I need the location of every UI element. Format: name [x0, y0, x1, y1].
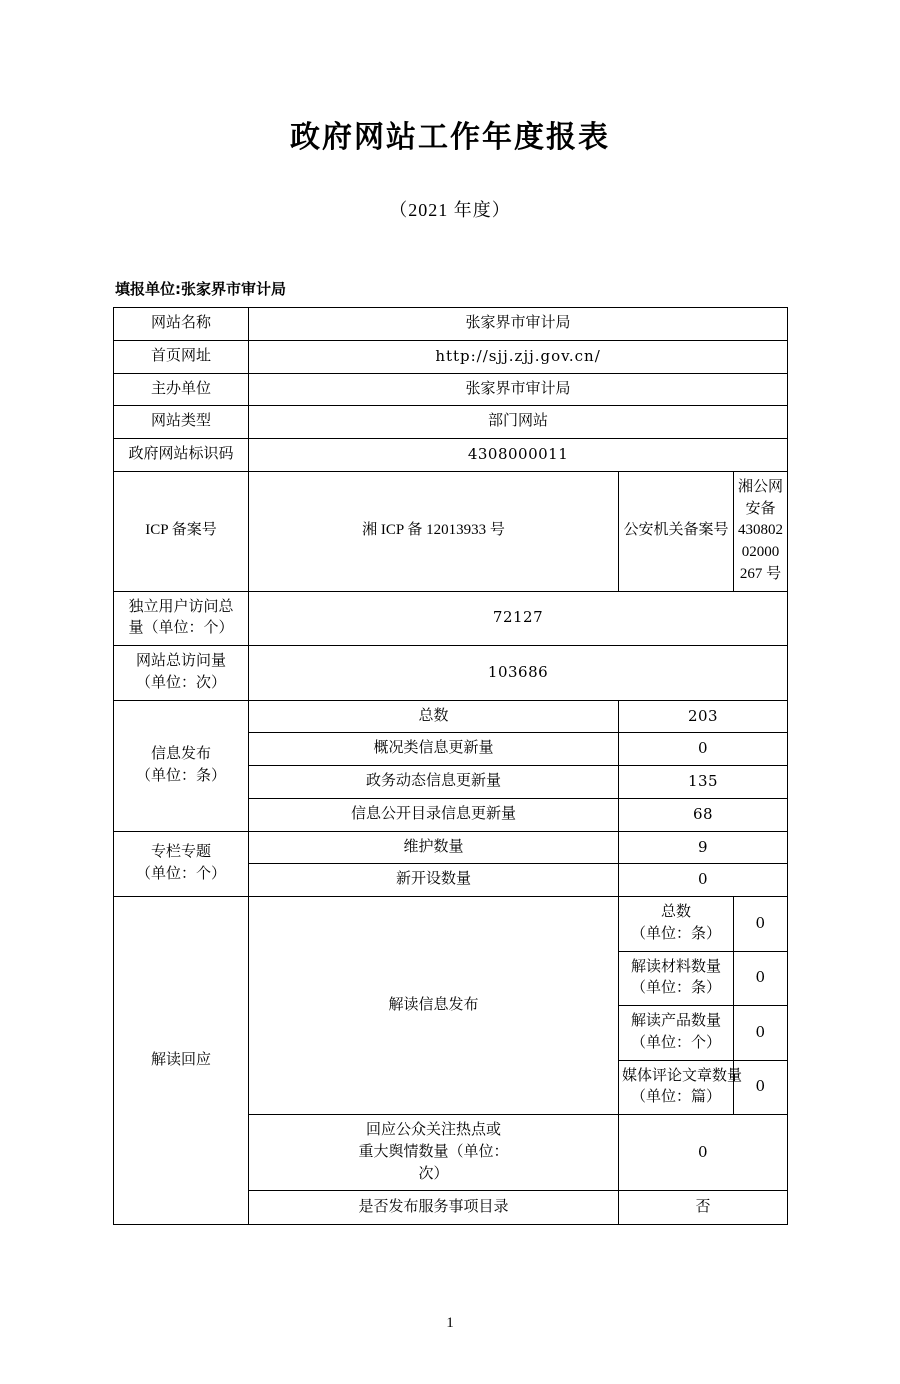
- info-publish-label: [114, 700, 249, 831]
- table-row: [114, 471, 788, 591]
- site-type-value: 部门网站: [249, 406, 788, 439]
- sponsor-label: 主办单位: [114, 373, 249, 406]
- table-row: [114, 373, 788, 406]
- info-publish-label-line2: （单位：条）: [135, 767, 226, 784]
- site-code-label: 政府网站标识码: [114, 439, 249, 472]
- info-dynamic-label: 政务动态信息更新量: [249, 766, 619, 799]
- total-visits-label-line1: 网站总访问量: [135, 653, 226, 669]
- document-page: [0, 112, 900, 1384]
- interpret-product-label-line1: 解读产品数量: [630, 1013, 721, 1029]
- interpret-material-label-line2: （单位：条）: [630, 980, 721, 997]
- public-response-label-line2: 重大舆情数量（单位：: [358, 1143, 509, 1160]
- icp-label: ICP 备案号: [114, 471, 249, 591]
- media-comment-label: [619, 1060, 743, 1115]
- icp-value: 湘 ICP 备 12013933 号: [249, 471, 619, 591]
- public-response-value: 0: [619, 1115, 788, 1191]
- site-name-label: 网站名称: [114, 308, 249, 341]
- police-record-value: [734, 471, 788, 591]
- interpret-publish-label: 解读信息发布: [249, 897, 619, 1115]
- site-name-value: 张家界市审计局: [249, 308, 788, 341]
- police-record-label: 公安机关备案号: [619, 471, 734, 591]
- table-row: [114, 591, 788, 646]
- police-record-value-line3: 267 号: [739, 565, 782, 582]
- page-title: 政府网站工作年度报表: [290, 120, 610, 155]
- homepage-label: 首页网址: [114, 340, 249, 373]
- interpret-product-label-line2: （单位：个）: [630, 1034, 721, 1051]
- info-total-label: 总数: [249, 700, 619, 733]
- column-topic-label-line1: 专栏专题: [150, 844, 211, 860]
- table-row: [114, 406, 788, 439]
- interpret-total-value: 0: [734, 897, 788, 952]
- interpret-material-label-line1: 解读材料数量: [630, 958, 721, 975]
- interpret-product-value: 0: [734, 1006, 788, 1061]
- info-catalog-label: 信息公开目录信息更新量: [249, 798, 619, 831]
- public-response-label: [249, 1115, 619, 1191]
- column-maintain-value: 9: [619, 831, 788, 864]
- site-type-label: 网站类型: [114, 406, 249, 439]
- media-comment-label-line2: （单位：篇）: [630, 1089, 721, 1106]
- site-code-value: 4308000011: [249, 439, 788, 472]
- info-dynamic-value: 135: [619, 766, 788, 799]
- table-row: [114, 340, 788, 373]
- sponsor-value: 张家界市审计局: [249, 373, 788, 406]
- unique-visitors-label-line2: 量（单位：个）: [128, 620, 234, 637]
- total-visits-label-line2: （单位：次）: [135, 674, 226, 691]
- interpret-material-label: [619, 951, 734, 1006]
- interpret-total-label-line2: （单位：条）: [630, 925, 721, 942]
- service-catalog-label: 是否发布服务事项目录: [249, 1191, 619, 1225]
- total-visits-label: [114, 646, 249, 701]
- column-topic-label: [114, 831, 249, 897]
- info-publish-label-line1: 信息发布: [150, 745, 211, 762]
- info-overview-label: 概况类信息更新量: [249, 733, 619, 766]
- report-unit-line: 填报单位:张家界市审计局: [115, 280, 286, 298]
- service-catalog-value: 否: [619, 1191, 788, 1225]
- table-row: [114, 646, 788, 701]
- page-subtitle: （2021 年度）: [389, 200, 511, 220]
- police-record-value-line2: 43080202000: [738, 522, 784, 560]
- total-visits-value: 103686: [249, 646, 788, 701]
- unique-visitors-value: 72127: [249, 591, 788, 646]
- info-overview-value: 0: [619, 733, 788, 766]
- annual-report-table: [113, 307, 788, 1225]
- interpret-material-value: 0: [734, 951, 788, 1006]
- interpret-total-label-line1: 总数: [660, 904, 691, 920]
- interpret-total-label: [619, 897, 734, 952]
- media-comment-label-line1: 媒体评论文章数量: [622, 1067, 743, 1084]
- interpret-response-label: 解读回应: [114, 897, 249, 1225]
- table-row: [114, 439, 788, 472]
- interpret-product-label: [619, 1006, 734, 1061]
- table-row: [114, 897, 788, 952]
- page-number: 1: [446, 1315, 454, 1331]
- media-comment-value: 0: [734, 1060, 788, 1115]
- homepage-value: http://sjj.zjj.gov.cn/: [249, 340, 788, 373]
- table-row: [114, 308, 788, 341]
- info-total-value: 203: [619, 700, 788, 733]
- column-maintain-label: 维护数量: [249, 831, 619, 864]
- public-response-label-line3: 次）: [418, 1165, 449, 1182]
- table-row: [114, 700, 788, 733]
- public-response-label-line1: 回应公众关注热点或: [365, 1122, 501, 1138]
- column-topic-label-line2: （单位：个）: [135, 865, 226, 882]
- column-new-label: 新开设数量: [249, 864, 619, 897]
- police-record-value-line1: 湘公网安备: [738, 478, 784, 517]
- info-catalog-value: 68: [619, 798, 788, 831]
- unique-visitors-label-line1: 独立用户访问总: [128, 598, 234, 615]
- unique-visitors-label: [114, 591, 249, 646]
- column-new-value: 0: [619, 864, 788, 897]
- table-row: [114, 831, 788, 864]
